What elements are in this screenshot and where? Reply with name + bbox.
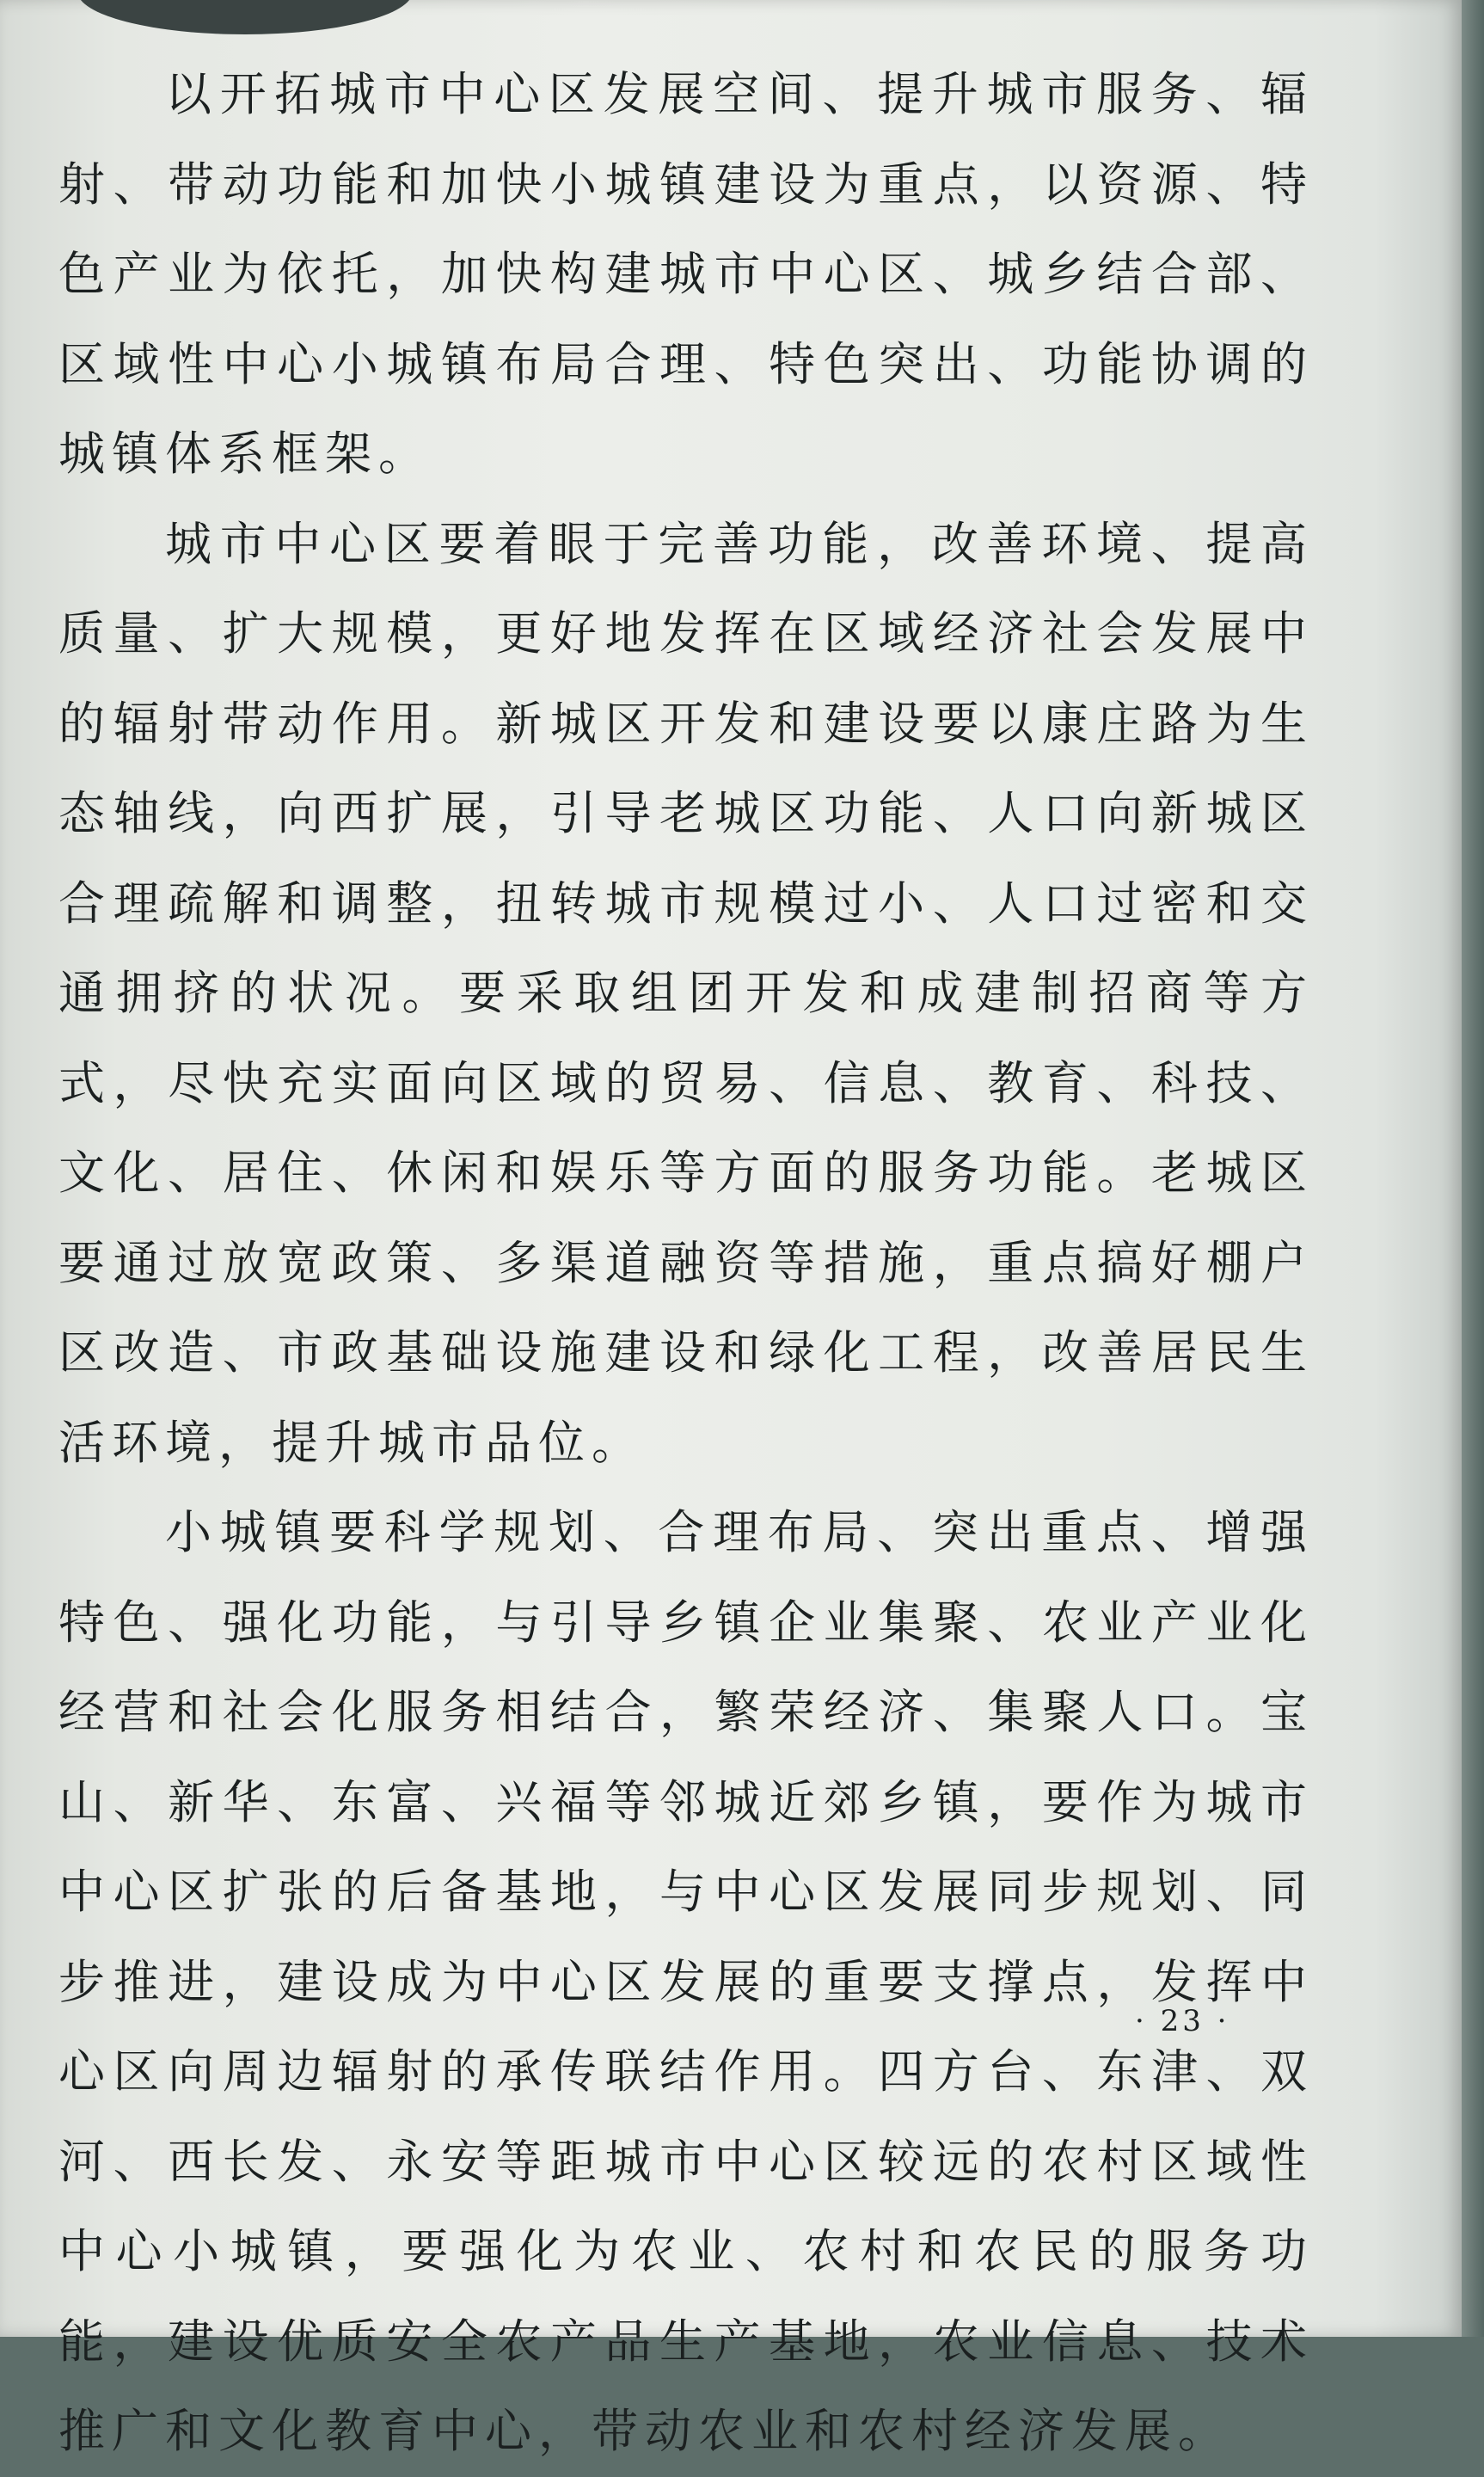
paragraph-2: 城市中心区要着眼于完善功能，改善环境、提高质量、扩大规模，更好地发挥在区域经济社会发展中的辐射带动作用。新城区开发和建设要以康庄路为生态轴线，向西扩展，引导老城区功能、人口向新城区合理疏解和调整，扭转城市规模过小、人口过密和交通拥挤的状况。要采取组团开发和成建制招商等方式，尽快充实面向区域的贸易、信息、教育、科技、文化、居住、休闲和娱乐等方面的服务功能。老城区要通过放宽政策、多渠道融资等措施，重点搞好棚户区改造、市政基础设施建设和绿化工程，改善居民生活环境，提升城市品位。 — [58, 516, 1314, 1470]
page-edge-shadow — [1462, 0, 1484, 2337]
paragraph-3: 小城镇要科学规划、合理布局、突出重点、增强特色、强化功能，与引导乡镇企业集聚、农业产业化经营和社会化服务相结合，繁荣经济、集聚人口。宝山、新华、东富、兴福等邻城近郊乡镇，要作为城市中心区扩张的后备基地，与中心区发展同步规划、同步推进，建设成为中心区发展的重要支撑点，发挥中心区向周边辐射的承传联结作用。四方台、东津、双河、西长发、永安等距城市中心区较远的农村区域性中心小城镇，要强化为农业、农村和农民的服务功能，建设优质安全农产品生产基地，农业信息、技术推广和文化教育中心，带动农业和农村经济发展。 — [58, 1505, 1314, 2458]
document-body — [58, 50, 1314, 2477]
page-number: · 23 · — [1135, 2004, 1230, 2038]
paragraph-1: 以开拓城市中心区发展空间、提升城市服务、辐射、带动功能和加快小城镇建设为重点，以资源、特色产业为依托，加快构建城市中心区、城乡结合部、区域性中心小城镇布局合理、特色突出、功能协调的城镇体系框架。 — [58, 67, 1314, 481]
